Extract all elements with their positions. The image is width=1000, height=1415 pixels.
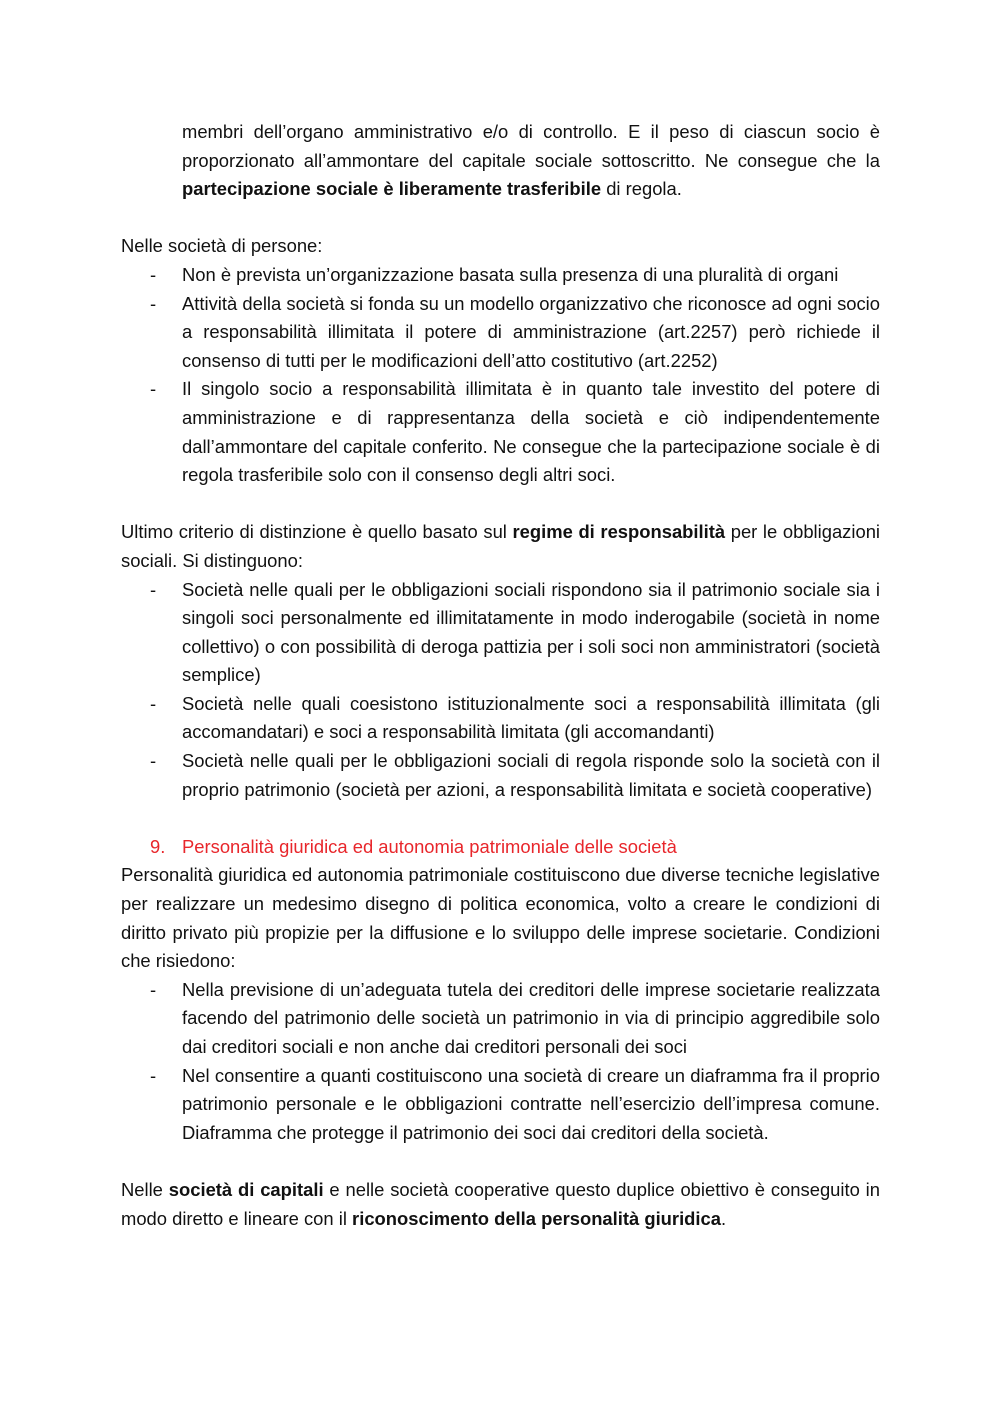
- paragraph-text: membri dell’organo amministrativo e/o di controllo. E il peso di ciascun socio è proporzionato all’ammontare del capitale sociale sottoscritto. Ne consegue che la: [182, 121, 880, 171]
- dash-marker: -: [150, 292, 157, 314]
- continuation-paragraph: [182, 118, 880, 204]
- paragraph-text: Ultimo criterio di distinzione è quello basato sul: [121, 521, 513, 543]
- condizioni-list: [121, 976, 880, 1148]
- dash-marker: -: [150, 692, 157, 714]
- list-item: [121, 375, 880, 489]
- societa-persone-list: [121, 261, 880, 490]
- list-item: [121, 290, 880, 376]
- list-item-text: Non è prevista un’organizzazione basata sulla presenza di una pluralità di organi: [182, 263, 839, 285]
- paragraph-text: Nelle: [121, 1178, 169, 1200]
- document-page: [121, 118, 880, 1233]
- paragraph-text: .: [720, 1207, 727, 1229]
- capitali-paragraph: [121, 1176, 880, 1233]
- dash-marker: -: [150, 578, 157, 600]
- responsabilita-list: [121, 576, 880, 805]
- list-item-text: Nel consentire a quanti costituiscono una società di creare un diaframma fra il proprio patrimonio personale e le obbligazioni contratte nell’esercizio dell’impresa comune. Diaframma che protegge il patrimonio dei soci dai creditori della società.: [182, 1064, 880, 1143]
- list-item: [121, 576, 880, 690]
- list-item: [121, 747, 880, 804]
- paragraph-text: per le obbligazioni sociali. Si distinguono:: [121, 521, 881, 571]
- section-heading: [121, 833, 880, 862]
- bold-text: partecipazione sociale è liberamente trasferibile: [182, 178, 602, 200]
- section-title: Personalità giuridica ed autonomia patrimoniale delle società: [182, 835, 677, 857]
- dash-marker: -: [150, 1064, 157, 1086]
- list-item: [121, 1062, 880, 1148]
- bold-text: società di capitali: [168, 1178, 324, 1200]
- section-intro-paragraph: Personalità giuridica ed autonomia patrimoniale costituiscono due diverse tecniche legislative per realizzare un medesimo disegno di politica economica, volto a creare le condizioni di diritto privato più propizie per la diffusione e lo sviluppo delle imprese societarie. Condizioni che risiedono:: [121, 864, 880, 972]
- list-item-text: Società nelle quali per le obbligazioni sociali rispondono sia il patrimonio sociale sia i singoli soci personalmente ed illimitatamente in modo inderogabile (società in nome collettivo) o con possibilità di deroga pattizia per i soli soci non amministratori (società semplice): [182, 578, 880, 686]
- list-item: [121, 261, 880, 290]
- list-item-text: Nella previsione di un’adeguata tutela dei creditori delle imprese societarie realizzata facendo del patrimonio delle società un patrimonio in via di principio aggredibile solo dai creditori sociali e non anche dai creditori personali dei soci: [182, 978, 880, 1057]
- section-number: 9.: [150, 835, 166, 857]
- societa-persone-intro: Nelle società di persone:: [121, 235, 323, 257]
- list-item: [121, 690, 880, 747]
- list-item-text: Società nelle quali per le obbligazioni sociali di regola risponde solo la società con il proprio patrimonio (società per azioni, a responsabilità limitata e società cooperative): [182, 750, 880, 800]
- dash-marker: -: [150, 750, 157, 772]
- bold-text: riconoscimento della personalità giuridica: [352, 1207, 721, 1229]
- responsabilita-intro: [121, 518, 880, 575]
- dash-marker: -: [150, 263, 157, 285]
- list-item-text: Attività della società si fonda su un modello organizzativo che riconosce ad ogni socio a responsabilità illimitata il potere di amministrazione (art.2257) però richiede il consenso di tutti per le modificazioni dell’atto costitutivo (art.2252): [182, 292, 880, 371]
- list-item-text: Società nelle quali coesistono istituzionalmente soci a responsabilità illimitata (gli accomandatari) e soci a responsabilità limitata (gli accomandanti): [182, 692, 880, 743]
- paragraph-text: di regola.: [601, 178, 682, 200]
- list-item: [121, 976, 880, 1062]
- dash-marker: -: [150, 978, 157, 1000]
- list-item-text: Il singolo socio a responsabilità illimitata è in quanto tale investito del potere di amministrazione e di rappresentanza della società e ciò indipendentemente dall’ammontare del capitale conferito. Ne consegue che la partecipazione sociale è di regola trasferibile solo con il consenso degli altri soci.: [182, 378, 880, 486]
- paragraph-text: e nelle società cooperative questo duplice obiettivo è conseguito in modo diretto e lineare con il: [121, 1178, 880, 1229]
- bold-text: regime di responsabilità: [512, 521, 726, 543]
- dash-marker: -: [150, 378, 157, 400]
